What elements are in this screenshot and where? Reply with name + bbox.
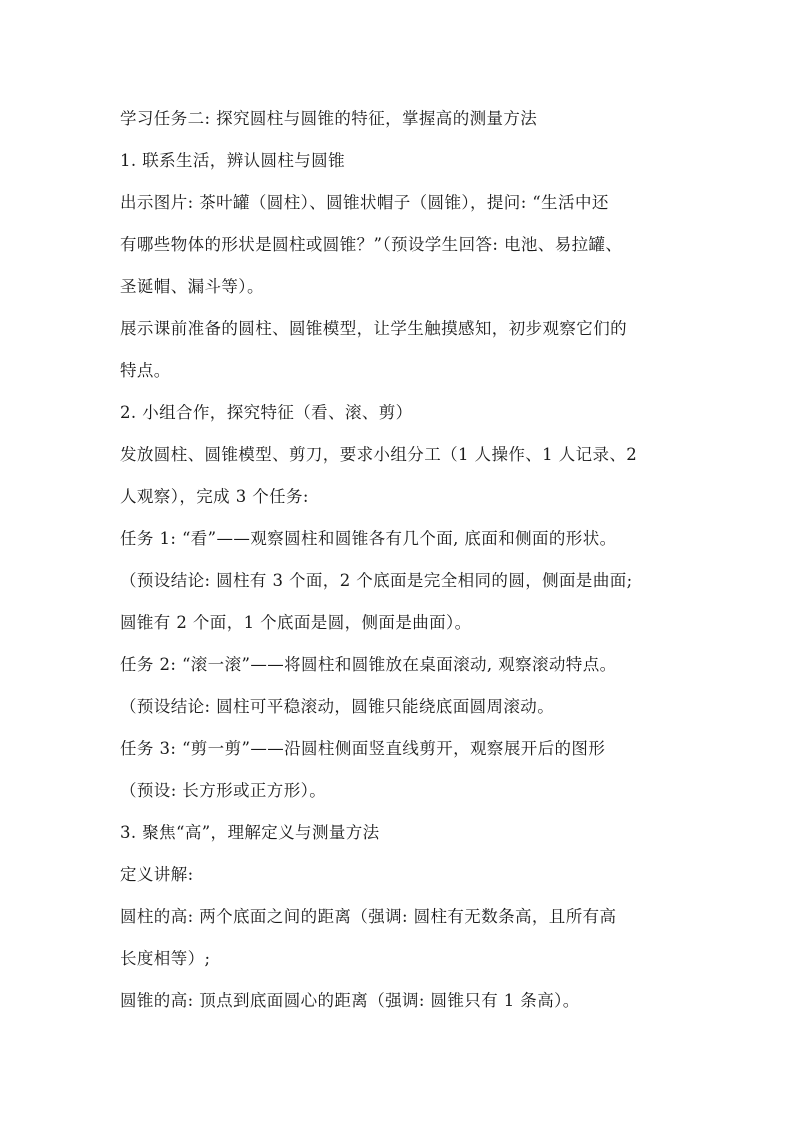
- cylinder-height-definition: 圆柱的高: 两个底面之间的距离（强调: 圆柱有无数条高，且所有高: [120, 907, 617, 926]
- paragraph-line: 人观察），完成 3 个任务:: [120, 487, 309, 506]
- paragraph-line: 圣诞帽、漏斗等）。: [120, 277, 264, 296]
- paragraph-line: 发放圆柱、圆锥模型、剪刀，要求小组分工（1 人操作、1 人记录、2: [120, 445, 638, 464]
- paragraph-line: 有哪些物体的形状是圆柱或圆锥？”（预设学生回答: 电池、易拉罐、: [120, 235, 623, 254]
- task-2-line: 任务 2: “滚一滚”——将圆柱和圆锥放在桌面滚动, 观察滚动特点。: [120, 655, 617, 674]
- section-heading: 学习任务二: 探究圆柱与圆锥的特征，掌握高的测量方法: [120, 109, 538, 128]
- task-3-line: 任务 3: “剪一剪”——沿圆柱侧面竖直线剪开，观察展开后的图形: [120, 739, 606, 758]
- task-3-conclusion: （预设: 长方形或正方形）。: [120, 781, 327, 800]
- subheading-1: 1. 联系生活，辨认圆柱与圆锥: [120, 151, 345, 170]
- cone-height-definition: 圆锥的高: 顶点到底面圆心的距离（强调: 圆锥只有 1 条高）。: [120, 991, 580, 1010]
- definition-label: 定义讲解:: [120, 865, 194, 884]
- task-1-conclusion: （预设结论: 圆柱有 3 个面，2 个底面是完全相同的圆，侧面是曲面;: [120, 571, 633, 590]
- task-2-conclusion: （预设结论: 圆柱可平稳滚动，圆锥只能绕底面圆周滚动。: [120, 697, 555, 716]
- task-1-conclusion: 圆锥有 2 个面，1 个底面是圆，侧面是曲面）。: [120, 613, 472, 632]
- subheading-2: 2. 小组合作，探究特征（看、滚、剪）: [120, 403, 413, 422]
- subheading-3: 3. 聚焦“高”，理解定义与测量方法: [120, 823, 380, 842]
- paragraph-line: 出示图片: 茶叶罐（圆柱）、圆锥状帽子（圆锥），提问: “生活中还: [120, 193, 609, 212]
- document-body: [120, 104, 686, 1028]
- paragraph-line: 特点。: [120, 361, 171, 380]
- paragraph-line: 展示课前准备的圆柱、圆锥模型，让学生触摸感知，初步观察它们的: [120, 319, 627, 338]
- task-1-line: 任务 1: “看”——观察圆柱和圆锥各有几个面, 底面和侧面的形状。: [120, 529, 617, 548]
- cylinder-height-definition: 长度相等）;: [120, 949, 211, 968]
